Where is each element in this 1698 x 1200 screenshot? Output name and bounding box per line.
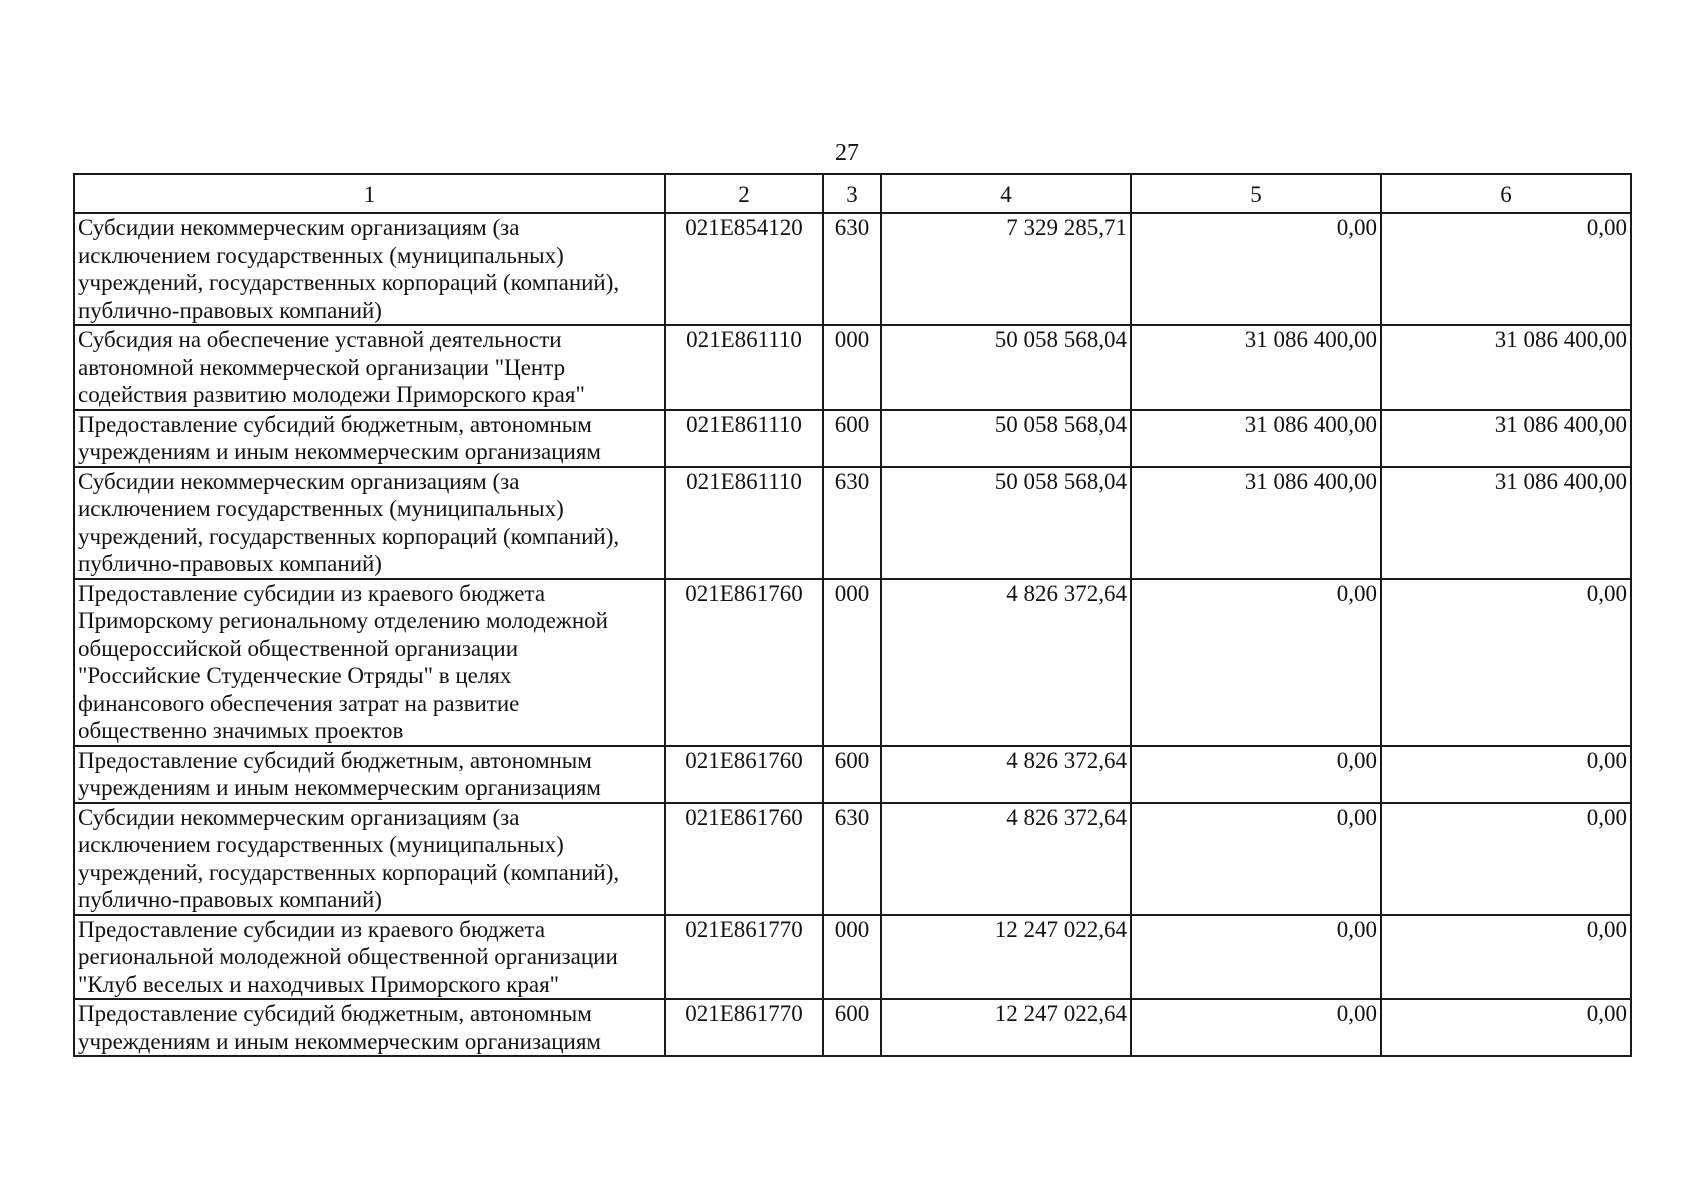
row-code-cell: 021E854120 bbox=[665, 213, 823, 325]
row-name-line: Предоставление субсидий бюджетным, автономным bbox=[78, 747, 592, 773]
row-value-col4: 50 058 568,04 bbox=[881, 467, 1131, 579]
row-name-line: финансового обеспечения затрат на развитие bbox=[78, 690, 520, 716]
row-value-col6: 0,00 bbox=[1381, 803, 1631, 915]
row-value-col5: 0,00 bbox=[1131, 999, 1381, 1056]
row-name-line: Субсидия на обеспечение уставной деятельности bbox=[78, 327, 562, 352]
row-value-col5: 0,00 bbox=[1131, 915, 1381, 1000]
row-name-line: публично-правовых компаний) bbox=[78, 887, 382, 912]
row-name-line: учреждениям и иным некоммерческим организациям bbox=[78, 775, 601, 800]
row-value-col5: 0,00 bbox=[1131, 746, 1381, 803]
row-type-cell: 000 bbox=[823, 579, 881, 746]
row-name-line: учреждений, государственных корпораций (компаний), bbox=[78, 859, 620, 885]
row-name-line: учреждениям и иным некоммерческим организациям bbox=[78, 1028, 601, 1054]
row-name-cell bbox=[74, 915, 665, 1000]
row-name-cell bbox=[74, 467, 665, 579]
row-name-cell bbox=[74, 746, 665, 803]
row-value-col5: 31 086 400,00 bbox=[1131, 410, 1381, 467]
row-name-line: общероссийской общественной организации bbox=[78, 635, 519, 661]
page-number: 27 bbox=[835, 140, 859, 166]
row-name-line: Предоставление субсидии из краевого бюджета bbox=[78, 916, 546, 942]
row-name-line: Предоставление субсидии из краевого бюджета bbox=[78, 580, 546, 606]
row-name-line: публично-правовых компаний) bbox=[78, 297, 382, 323]
row-type-cell: 000 bbox=[823, 915, 881, 1000]
row-name-line: исключением государственных (муниципальных) bbox=[78, 242, 564, 268]
row-value-col4: 50 058 568,04 bbox=[881, 325, 1131, 410]
row-name-line: общественно значимых проектов bbox=[78, 718, 404, 743]
row-value-col6: 31 086 400,00 bbox=[1381, 410, 1631, 467]
table-row bbox=[74, 579, 1631, 746]
row-name-line: публично-правовых компаний) bbox=[78, 551, 382, 576]
row-value-col5: 31 086 400,00 bbox=[1131, 467, 1381, 579]
header-col-6: 6 bbox=[1381, 174, 1631, 213]
row-name-line: Субсидии некоммерческим организациям (за bbox=[78, 215, 520, 240]
row-value-col6: 0,00 bbox=[1381, 746, 1631, 803]
header-col-1: 1 bbox=[74, 174, 665, 213]
table-body bbox=[74, 213, 1631, 1056]
row-value-col4: 4 826 372,64 bbox=[881, 746, 1131, 803]
table-row bbox=[74, 467, 1631, 579]
row-value-col5: 0,00 bbox=[1131, 213, 1381, 325]
header-col-5: 5 bbox=[1131, 174, 1381, 213]
table-row bbox=[74, 803, 1631, 915]
row-name-line: "Российские Студенческие Отряды" в целях bbox=[78, 663, 512, 688]
row-name-cell bbox=[74, 213, 665, 325]
row-name-line: Приморскому региональному отделению молодежной bbox=[78, 608, 608, 633]
row-code-cell: 021E861770 bbox=[665, 999, 823, 1056]
row-name-line: Субсидии некоммерческим организациям (за bbox=[78, 468, 520, 494]
row-code-cell: 021E861110 bbox=[665, 410, 823, 467]
row-name-line: региональной молодежной общественной организации bbox=[78, 944, 618, 969]
row-value-col4: 12 247 022,64 bbox=[881, 915, 1131, 1000]
table-row bbox=[74, 325, 1631, 410]
row-code-cell: 021E861110 bbox=[665, 467, 823, 579]
row-code-cell: 021E861760 bbox=[665, 746, 823, 803]
budget-table bbox=[73, 173, 1632, 1057]
table-row bbox=[74, 746, 1631, 803]
table-row bbox=[74, 410, 1631, 467]
table-row bbox=[74, 213, 1631, 325]
row-code-cell: 021E861110 bbox=[665, 325, 823, 410]
row-name-line: содействия развитию молодежи Приморского края" bbox=[78, 382, 585, 407]
row-name-cell bbox=[74, 999, 665, 1056]
row-type-cell: 630 bbox=[823, 467, 881, 579]
row-value-col6: 0,00 bbox=[1381, 915, 1631, 1000]
row-value-col6: 0,00 bbox=[1381, 999, 1631, 1056]
table-row bbox=[74, 915, 1631, 1000]
row-name-line: автономной некоммерческой организации "Центр bbox=[78, 354, 566, 380]
row-name-cell bbox=[74, 579, 665, 746]
row-name-line: Субсидии некоммерческим организациям (за bbox=[78, 804, 520, 830]
row-type-cell: 600 bbox=[823, 410, 881, 467]
row-type-cell: 600 bbox=[823, 999, 881, 1056]
row-value-col4: 50 058 568,04 bbox=[881, 410, 1131, 467]
row-name-line: исключением государственных (муниципальных) bbox=[78, 496, 564, 521]
row-name-cell bbox=[74, 325, 665, 410]
row-value-col4: 4 826 372,64 bbox=[881, 579, 1131, 746]
row-type-cell: 630 bbox=[823, 213, 881, 325]
row-name-line: Предоставление субсидий бюджетным, автономным bbox=[78, 411, 592, 437]
row-value-col4: 12 247 022,64 bbox=[881, 999, 1131, 1056]
row-code-cell: 021E861770 bbox=[665, 915, 823, 1000]
table-row bbox=[74, 999, 1631, 1056]
row-value-col6: 31 086 400,00 bbox=[1381, 467, 1631, 579]
row-type-cell: 600 bbox=[823, 746, 881, 803]
row-value-col4: 7 329 285,71 bbox=[881, 213, 1131, 325]
row-value-col6: 31 086 400,00 bbox=[1381, 325, 1631, 410]
row-name-line: Предоставление субсидий бюджетным, автономным bbox=[78, 1001, 592, 1026]
row-name-line: учреждений, государственных корпораций (компаний), bbox=[78, 523, 620, 549]
row-name-line: "Клуб веселых и находчивых Приморского края" bbox=[78, 971, 560, 997]
row-name-line: исключением государственных (муниципальных) bbox=[78, 832, 564, 857]
row-code-cell: 021E861760 bbox=[665, 579, 823, 746]
row-name-cell bbox=[74, 410, 665, 467]
row-value-col5: 0,00 bbox=[1131, 803, 1381, 915]
header-col-2: 2 bbox=[665, 174, 823, 213]
row-type-cell: 630 bbox=[823, 803, 881, 915]
row-value-col4: 4 826 372,64 bbox=[881, 803, 1131, 915]
header-col-4: 4 bbox=[881, 174, 1131, 213]
row-value-col6: 0,00 bbox=[1381, 579, 1631, 746]
row-value-col6: 0,00 bbox=[1381, 213, 1631, 325]
header-row bbox=[74, 174, 1631, 213]
row-name-cell bbox=[74, 803, 665, 915]
row-value-col5: 31 086 400,00 bbox=[1131, 325, 1381, 410]
row-value-col5: 0,00 bbox=[1131, 579, 1381, 746]
row-type-cell: 000 bbox=[823, 325, 881, 410]
header-col-3: 3 bbox=[823, 174, 881, 213]
row-name-line: учреждений, государственных корпораций (компаний), bbox=[78, 270, 620, 295]
row-code-cell: 021E861760 bbox=[665, 803, 823, 915]
row-name-line: учреждениям и иным некоммерческим организациям bbox=[78, 439, 601, 464]
